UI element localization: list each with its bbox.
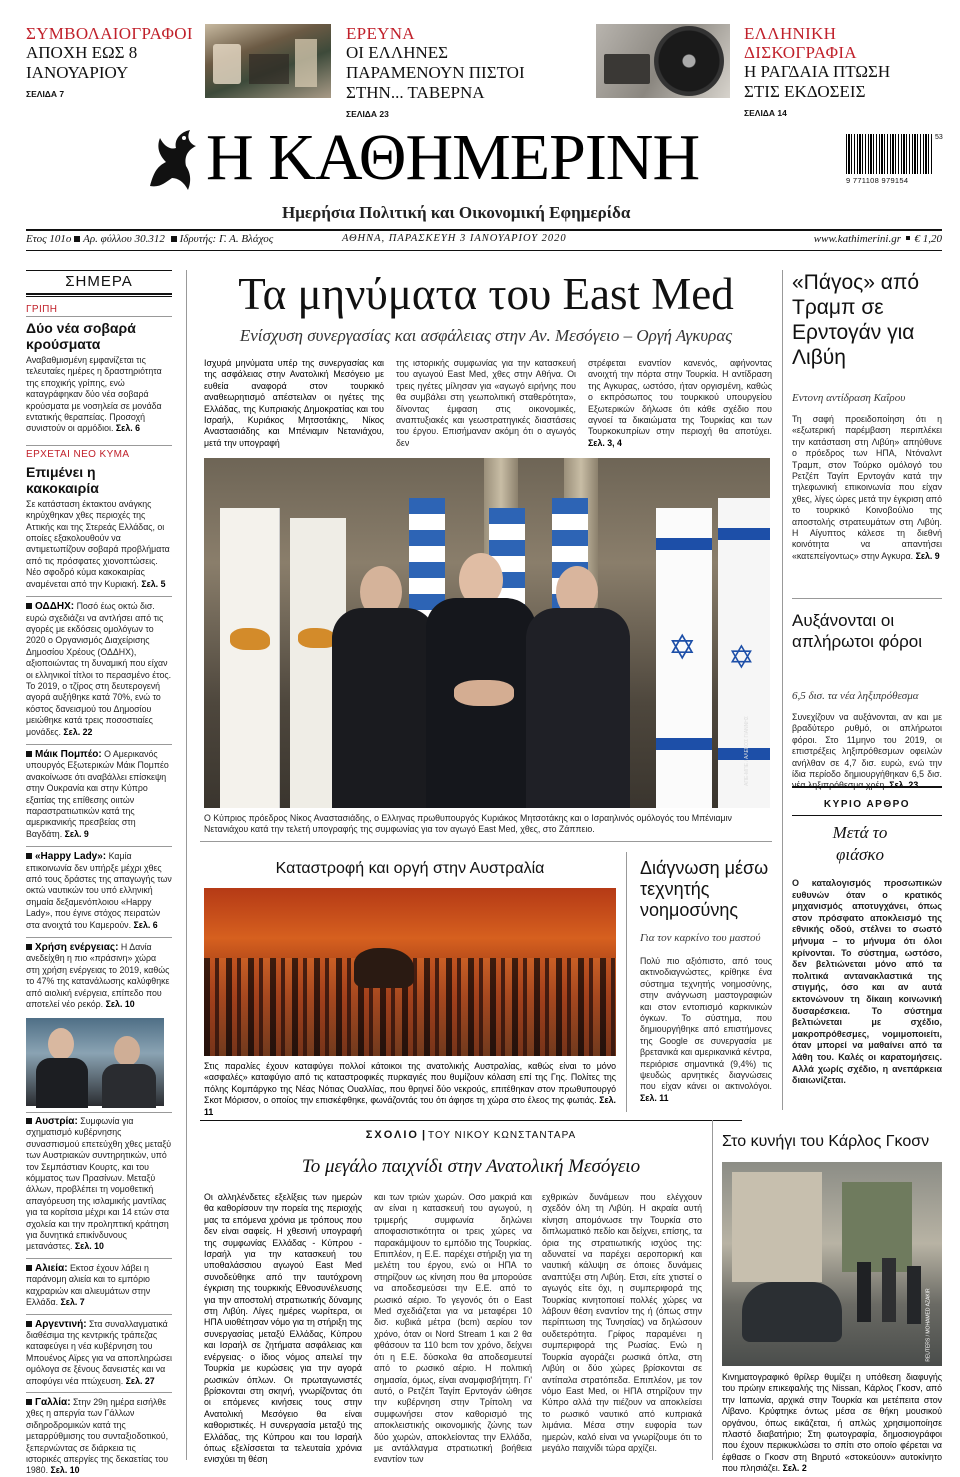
- left-column: [26, 270, 172, 1011]
- australia-divider: [626, 852, 627, 1112]
- teaser-kicker: ΣΥΜΒΟΛΑΙΟΓΡΑΦΟΙ: [26, 24, 193, 43]
- left-column-lower: [26, 1112, 172, 1477]
- teaser-taverna-photo: [205, 24, 331, 98]
- lead-deck: Ενίσχυση συνεργασίας και ασφάλειας στην Αν. Μεσόγειο – Οργή Αγκυρας: [239, 326, 733, 345]
- brief-argentina[interactable]: Αργεντινή: Στα συναλλαγματικά διαθέσιμα της κεντρικής τράπεζας καταφεύγει η νέα κυβέρνηση του Μπουένος Αϊρες για να αποπληρώσει ομόλογα σε ξένους δανειστές και να αποφύγει νέα πτώχευση. Σελ. 27: [26, 1314, 172, 1387]
- lead-photo-caption: Ο Κύπριος πρόεδρος Νίκος Αναστασιάδης, ο Ελληνας πρωθυπουργός Κυριάκος Μητσοτάκης και ο Ισραηλινός ομόλογός του Μπένιαμιν Νετανιάχου κατά την τελετή υπογραφής της συμφωνίας για τον αγωγό East Med, χθες, στο Ζάππειο.: [204, 813, 732, 835]
- teaser-vinyl-photo: [596, 24, 730, 98]
- teaser-headline: ΟΙ ΕΛΛΗΝΕΣ ΠΑΡΑΜΕΝΟΥΝ ΠΙΣΤΟΙ ΣΤΗΝ... ΤΑΒΕΡΝΑ: [346, 43, 525, 102]
- issue-year: Ετος 101ο: [26, 233, 72, 245]
- ai-headline[interactable]: Διάγνωση μέσω τεχνητής νοημοσύνης: [640, 858, 769, 920]
- issue-line: [26, 233, 942, 247]
- comment-col1: Οι αλληλένδετες εξελίξεις των ημερών θα καθορίσουν την πορεία της περιοχής μας τα επόμενα χρόνια με τρόπους που δεν είναι σαφείς. Η χθεσινή υπογραφή της συμφωνίας Ελλάδας - Κύπρου - Ισραήλ για την κατασκευή του υποθαλάσσιου αγωγού East Med συνοδεύθηκε από την ταυτόχρονη έγκριση της τουρκικής Εθνοσυνέλευσης για την αποστολή στρατιωτικής δύναμης στη Λιβύη. Λίγες ημέρες νωρίτερα, οι ΗΠΑ υιοθέτησαν νόμο για τη στήριξη της συνεργασίας μεταξύ Ελλάδας, Κύπρου και Ισραήλ σε ζητήματα ασφάλειας και ενέργειας· ο ίδιος νόμος απειλεί την Τουρκία με κυρώσεις για την αγορά ρωσικών όπλων. Οι πρωταγωνιστές βρίσκονται στη σκηνή, γνωρίζοντας ότι οι επόμενες κινήσεις τους στην Ανατολική Μεσόγειο θα είναι καθοριστικές. Η συνεργασία μεταξύ της Ελλάδας, της Κύπρου και του Ισραήλ όπως εξελίσσεται τα τελευταία χρόνια ενισχύει τη θέση: [204, 1192, 362, 1465]
- comment-headline[interactable]: Το μεγάλο παιχνίδι στην Ανατολική Μεσόγειο: [301, 1156, 641, 1177]
- austria-photo-credit: A.P PHOTO: [10, 1047, 17, 1075]
- austria-photo: [10, 1018, 164, 1106]
- barcode-code: 53: [935, 134, 943, 141]
- trump-body: Τη σαφή προειδοποίηση ότι η «εξωτερική παρέμβαση περιπλέκει την κατάσταση στη Λιβύη» απηύθυνε ο πρόεδρος των ΗΠΑ, Ντόναλντ Τραμπ, στον Τούρκο ομόλογό του Ρετζέπ Ταγίπ Ερντογάν κατά την τηλεφωνική επικοινωνία που είχαν χθες, λίγες ώρες μετά την έγκριση από το τουρκικό Κοινοβούλιο της αποστολής στρατευμάτων στη Λιβύη. Η Αίγυπτος κάλεσε τη διεθνή κοινότητα να απαντήσει «κατεπείγοντως» στην Αγκυρα. Σελ. 9: [792, 414, 942, 561]
- flu-kicker: ΓΡΙΠΗ: [26, 304, 58, 315]
- editorial-body: Ο καταλογισμός προσωπικών ευθυνών όταν ο κρατικός μηχανισμός αποτυγχάνει, όπως στον πρόσφατο αποκλεισμό της εθνικής οδού, στέλνει το σωστό μήνυμα – το μήνυμα ότι όλοι κρίνονται. Το σύστημα, ωστόσο, δεν βελτιώνεται μόνο από τα πολιτικά αντανακλαστικά της στιγμής, όσο και αν αυτά εκτονώνουν τη δίκαιη κοινωνική δυσαρέσκεια. Το σύστημα βελτιώνεται με σχέδιο, μακροπρόθεσμες, νομιμοποιείτι, όταν μπορεί να μαθαίνει από τα λάθη του. Καλές οι καρατομήσεις. Αλλά χωρίς σχέδιο, η ανεπάρκεια διαιωνίζεται.: [792, 878, 942, 1086]
- flu-body: Αναβαθμισμένη εμφανίζεται τις τελευταίες ημέρες η δραστηριότητα της εποχικής γρίπης, ενώ καταγράφηκαν δύο νέα σοβαρά κρούσματα με νοσηλεία σε μονάδα εντατικής θεραπείας. Προσοχή συνιστούν οι αρμόδιοι. Σελ. 6: [26, 355, 162, 434]
- editorial-headline[interactable]: Μετά το φιάσκο: [832, 823, 888, 864]
- website-link[interactable]: www.kathimerini.gr: [813, 233, 901, 245]
- teaser-headline: ΑΠΟΧΗ ΕΩΣ 8 ΙΑΝΟΥΑΡΙΟΥ: [26, 43, 138, 82]
- comment-byline: ΤΟΥ ΝΙΚΟΥ ΚΩΝΣΤΑΝΤΑΡΑ: [428, 1130, 577, 1141]
- brief-happy-lady[interactable]: «Happy Lady»: Καμία επικοινωνία δεν υπήρξε μέχρι χθες από τους δράστες της απαγωγής των οκτώ ναυτικών του υπό ελληνική σημαία δεξαμενόπλοιου «Happy Lady», που έγινε στόχος πειρατών στα ανοιχτά του Καμερούν. Σελ. 6: [26, 846, 172, 931]
- lead-photo-credit: ΑΠΕ-ΜΠΕ / ΑΛΕΚΟΣ ΓΙΑΝΝΗΣ: [743, 716, 750, 786]
- comment-col2: και των τριών χωρών. Οσο μακριά και αν είναι η κατασκευή του αγωγού, η τριμερής συμφωνία δηλώνει αποφασιστικότητα οι τρεις χώρες να παρακάμψουν το εμπόδιο της Τουρκίας. Επιπλέον, η Ε.Ε. παρέχει στήριξη για τη μελέτη του έργου, ενώ οι ΗΠΑ το στηρίζουν ως κίνηση που θα μπορούσε να αποδεσμεύσει την Ε.Ε. από το ρωσικό αέριο. Το γεγονός ότι ο East Med σχεδιάζεται για να μεταφέρει 10 δισ. κυβικά μέτρα (bcm) αερίου τον χρόνο, όταν οι Nord Stream 1 και 2 θα φθάσουν τα 110 bcm τον χρόνο, δείχνει ότι η Ε.Ε. δύσκολα θα αποδεσμευτεί από το ρωσικό αέριο. Η πολιτική σημασία, όμως, είναι αναμφισβήτητη. Γι' αυτό, ο Ρετζέπ Ταγίπ Ερντογάν ώθησε την κυβέρνηση στην Τρίπολη να συμφωνήσει στον καθορισμό της αποκλειστικής οικονομικής ζώνης των δύο χωρών, αποκλείοντας την Ελλάδα, με αντάλλαγμα στρατιωτική βοήθεια εναντίον των: [374, 1192, 532, 1465]
- comment-title: ΣΧΟΛΙΟ: [365, 1129, 419, 1141]
- weather-kicker: ΕΡΧΕΤΑΙ ΝΕΟ ΚΥΜΑ: [26, 445, 172, 460]
- brief-energy[interactable]: Χρήση ενέργειας: Η Δανία ανεδείχθη η πιο «πράσινη» χώρα στη χρήση ενέργειας το 2019, καθώς το 47% της κατανάλωσης καλύφθηκε από αιολική ενέργεια, επίπεδο που αποτελεί νέο ρεκόρ. Σελ. 10: [26, 937, 172, 1010]
- founder: Ιδρυτής: Γ. Α. Βλάχος: [179, 233, 274, 245]
- lead-divider: [200, 841, 772, 842]
- issue-number: Αρ. φύλλου 30.312: [83, 233, 165, 245]
- trump-deck: Εντονη αντίδραση Καΐρου: [792, 392, 906, 404]
- ghosn-street-photo: [722, 1162, 942, 1366]
- trump-headline[interactable]: «Πάγος» από Τραμπ σε Ερντογάν για Λιβύη: [792, 271, 920, 369]
- brief-austria[interactable]: Αυστρία: Συμφωνία για σχηματισμό κυβέρνησης συνασπισμού επετεύχθη χθες μεταξύ των Αυστριακών συντηρητικών, υπό τον Σεμπάστιαν Κουρτς, και του κόμματος των Πρασίνων. Μεταξύ άλλων, προβλέπει τη νομοθετική απαγόρευση της ισλαμικής μαντίλας για τα κορίτσια μέχρι και 14 ετών στα σχολεία και την προληπτική κράτηση για δυνητικά επικίνδυνους μετανάστες. Σελ. 10: [26, 1112, 172, 1253]
- ghosn-body: Κινηματογραφικό θρίλερ θυμίζει η υπόθεση διαφυγής του πρώην επικεφαλής της Nissan, Κάρλος Γκοσν, από την Ιαπωνία, αρχικά στην Τουρκία και μετέπειτα στον Λίβανο. Κρύφτηκε όντως μέσα σε θήκη μουσικού οργάνου, όπως εικάζεται, ή απλώς χρησιμοποίησε πλαστό διαβατήριο; Στη φωτογραφία, δημοσιογράφοι που έχουν περικυκλώσει το σπίτι στο οποίο φέρεται να έφθασε ο Γκοσν στη Βηρυτό «στοκεύουν» αυτοκίνητο που πλησιάζει. Σελ. 2: [722, 1372, 942, 1474]
- today-header: ΣΗΜΕΡΑ: [26, 270, 172, 294]
- brief-fishing[interactable]: Αλιεία: Εκτοσ έχουν λάβει η παράνομη αλιεία και το εμπόριο καχραριών και αλιευμάτων στην Ελλάδα. Σελ. 7: [26, 1258, 172, 1309]
- lead-body-col2: της ιστορικής συμφωνίας για την κατασκευή του αγωγού East Med, χθες στην Αθήνα. Οι τρεις ηγέτες μίλησαν για «αγωγό ειρήνης που θα συμβάλει στη γεωπολιτική σταθερότητα», δίνοντας έμφαση στις οικονομικές, αναπτυξιακές και γεωστρατηγικές διαστάσεις του έργου. Επισήμαναν ακόμη ότι ο αγωγός δεν: [396, 358, 576, 448]
- lead-body-col1: Ισχυρά μηνύματα υπέρ της συνεργασίας και της ασφάλειας στην Ανατολική Μεσόγειο με ευθεία αναφορά στον τουρκικό αναθεωρητισμό απέστειλαν οι ηγέτες της Ελλάδας, της Κυπριακής Δημοκρατίας και του Ισραήλ, Κυριάκος Μητσοτάκης, Νίκος Αναστασιάδης και Μπένιαμιν Νετανιάχου, μετά την υπογραφή: [204, 358, 384, 448]
- australia-beach-photo: [204, 888, 616, 1056]
- brief-oddhx[interactable]: ΟΔΔΗΧ: Ποσό έως οκτώ δισ. ευρώ σχεδιάζει να αντλήσει από τις αγορές με εκδόσεις ομολόγων το 2020 ο Οργανισμός Διαχείρισης Δημοσίου Χρέους (ΟΔΔΗΧ), αξιοποιώντας τη δυναμική που είχαν οι ελληνικοί τίτλοι το περασμένο έτος. Το 2019, ο τζίρος στη δευτερογενή αγορά αυξήθηκε κατά 70%, ενώ το κόστος δανεισμού του Δημοσίου μειώθηκε κατά τρεις ποσοστιαίες μονάδες. Σελ. 22: [26, 596, 172, 738]
- comment-col3: εχθρικών δυνάμεων που ελέγχουν σχεδόν όλη τη Λιβύη. Η ακραία αυτή κίνηση απομόνωσε την Τουρκία στο διπλωματικό πεδίο και δείχνει, επίσης, τα όρια της στρατιωτικής ισχύος της: αδυνατεί να παρέχει αεροπορική και ναυτική κάλυψη σε όποιες δυνάμεις αναπτύξει στη Λιβύη. Ετσι, είτε χτιστεί ο αγωγός είτε όχι, η συμπεριφορά της Τουρκίας κινητοποιεί πολλές χώρες να λάβουν θέση εναντίον της ή (όπως στην περίπτωση της Τυνησίας) να δηλώσουν ουδετερότητα. Γρίφος παραμένει η συμπεριφορά της Ρωσίας. Ενώ η Τουρκία αγοράζει ρωσικά όπλα, στη Λιβύη οι δύο χώρες βρίσκονται σε αντίπαλα στρατόπεδα. Επιπλέον, με τον νόμο East Med, οι ΗΠΑ στηρίζουν την Κύπρο αλλά την πιέζουν να αποκλείσει το ρωσικό ναυτικό από κυπριακά λιμάνια. Μέσα στην ευφορία των ημερών, καλό είναι να γνωρίζουμε ότι το μεγάλο παιχνίδι τώρα αρχίζει.: [542, 1192, 702, 1453]
- ai-deck: Για τον καρκίνο του μαστού: [640, 932, 761, 944]
- editorial-rule: [792, 786, 942, 788]
- teaser-page: ΣΕΛΙΔΑ 14: [744, 108, 787, 118]
- ghosn-photo-credit: REUTERS / MOHAMED AZAKIR: [925, 1288, 932, 1362]
- masthead-subtitle: Ημερήσια Πολιτική και Οικονομική Εφημερίδα: [282, 203, 631, 222]
- ghosn-headline[interactable]: Στο κυνήγι του Κάρλος Γκοσν: [722, 1133, 930, 1150]
- australia-headline[interactable]: Καταστροφή και οργή στην Αυστραλία: [275, 860, 545, 877]
- lead-headline[interactable]: Τα μηνύματα του East Med: [238, 269, 734, 319]
- teaser-2[interactable]: [346, 24, 566, 119]
- taxes-body: Συνεχίζουν να αυξάνονται, αν και με βραδύτερο ρυθμό, οι απλήρωτοι φόροι. Στο 11μηνο του 2019, οι επιστρέξεις ληξιπρόθεσμων οφειλών ανήλθαν σε 4,7 δισ. ευρώ, ενώ την ίδια περίοδο δημιουργήθηκαν 6,5 δισ.: [792, 712, 942, 780]
- teaser-3[interactable]: [744, 24, 944, 118]
- masthead-rule-top: [26, 229, 942, 231]
- masthead-rule-bottom: [26, 250, 942, 251]
- masthead-title: Η ΚΑΘΗΜΕΡΙΝΗ: [206, 121, 700, 194]
- barcode: [846, 134, 942, 192]
- right-column-divider: [782, 270, 783, 1110]
- comment-label: ΣΧΟΛΙΟ | ΤΟΥ ΝΙΚΟΥ ΚΩΝΣΤΑΝΤΑΡΑ: [365, 1129, 577, 1141]
- weather-body: Σε κατάσταση έκτακτου ανάγκης κηρύχθηκαν χθες περιοχές της Αττικής και της Στερεάς Ελλάδας, οι οποίες εξακολουθούν να αντιμετωπίζουν σοβαρά προβλήματα από τις πρόσφατες χιονοπτώσεις. Νέο σφοδρό κύμα κακοκαιρίας αναμένεται από την Κυριακή. Σελ. 5: [26, 498, 170, 589]
- editorial-label: ΚΥΡΙΟ ΑΡΘΡΟ: [792, 794, 942, 816]
- weather-headline[interactable]: Επιμένει η κακοκαιρία: [26, 463, 99, 496]
- ai-body: Πολύ πιο αξιόπιστο, από τους ακτινοδιαγνώστες, κρίθηκε ένα σύστημα τεχνητής νοημοσύνης, στην ανάγνωση μαστογραφιών και στον εντοπισμό καρκινικών όγκων. Το σύστημα, που δημιουργήθηκε από επιστήμονες της Google σε συνεργασία με βρετανικά και αμερικανικά κέντρα, περιόρισε σημαντικά (9,4%) τις ψευδώς αρνητικές διαγνώσεις που είχαν κάνει οι ακτινολόγοι. Σελ. 11: [640, 956, 772, 1103]
- price: € 1,20: [914, 233, 942, 245]
- teaser-page: ΣΕΛΙΔΑ 7: [26, 89, 65, 99]
- griffin-logo-icon: [140, 126, 200, 196]
- lead-photo-leaders: ✡ ✡ ΑΠΕ-ΜΠΕ / ΑΛΕΚΟΣ ΓΙΑΝΝΗΣ: [204, 458, 770, 808]
- comment-rule-top: [200, 1120, 742, 1121]
- teaser-headline: Η ΡΑΓΔΑΙΑ ΠΤΩΣΗ ΣΤΙΣ ΕΚΔΟΣΕΙΣ: [744, 62, 891, 101]
- flu-headline[interactable]: Δύο νέα σοβαρά κρούσματα: [26, 320, 136, 352]
- left-column-divider: [186, 270, 187, 1460]
- teaser-kicker: ΕΛΛΗΝΙΚΗ ΔΙΣΚΟΓΡΑΦΙΑ: [744, 24, 857, 62]
- barcode-digits: 9 771108 979154: [846, 176, 909, 185]
- teaser-1[interactable]: [26, 24, 193, 99]
- lead-body-col3: στρέφεται εναντίον κανενός, αφήνοντας ανοιχτή την πόρτα στην Τουρκία. Η αντίδραση της Αγκυρας, ωστόσο, ήταν οργισμένη, καθώς ο εκπρόσωπος του τουρκικού υπουργείου Εξωτερικών δήλωσε ότι κάθε σχέδιο που αγνοεί τα δικαιώματα της Τουρκίας και των Τουρκοκυπρίων στην περιοχή θα αποτύχει. Σελ. 3, 4: [588, 358, 772, 448]
- australia-caption: Στις παραλίες έχουν καταφύγει πολλοί κάτοικοι της ανατολικής Αυστραλίας, καθώς είναι το μόνο «ασφαλές» καταφύγιο από τις καταστροφικές πυρκαγιές που θυμίζουν κόλαση επί της Γης. Πολίτες της πόλης Κομπάργκο της Νέας Νότιας Ουαλλίας, που θρηνεί δύο νεκρούς, επιτέθηκαν στον πρωθυπουργό Σκοτ Μόρισον, ο οποίος την επισκέφθηκε, φωνάζοντάς του ότι άφησε τη χώρα στο έλεος της φωτιάς. Σελ. 11: [204, 1061, 616, 1117]
- brief-pompeo[interactable]: Μάικ Πομπέο: Ο Αμερικανός υπουργός Εξωτερικών Μάικ Πομπέο ανακοίνωσε ότι αναβάλλει επίσκεψη στην Ουκρανία και στην Κύπρο εξαιτίας της επίθεσης οιιτών παραστρατιωτικών κατά της αμερικανικής πρεσβείας στη Βαγδάτη. Σελ. 9: [26, 744, 172, 840]
- dateline: ΑΘΗΝΑ, ΠΑΡΑΣΚΕΥΗ 3 ΙΑΝΟΥΑΡΙΟΥ 2020: [342, 233, 567, 244]
- ghosn-divider: [712, 1120, 713, 1460]
- taxes-deck: 6,5 δισ. τα νέα ληξιπρόθεσμα: [792, 690, 919, 702]
- brief-france[interactable]: Γαλλία: Στην 29η ημέρα εισήλθε χθες η απεργία των Γάλλων σιδηροδρομικών κατά της μεταρρύθμισης του συνταξιοδοτικού, ξεπερνώντας σε διάρκεια τις ιστορικές απεργίες της δεκαετίας του 1980. Σελ. 10: [26, 1392, 172, 1477]
- teaser-kicker: ΕΡΕΥΝΑ: [346, 24, 415, 43]
- taxes-headline[interactable]: Αυξάνονται οι απλήρωτοι φόροι: [792, 611, 923, 651]
- teaser-page: ΣΕΛΙΔΑ 23: [346, 109, 389, 119]
- right-column-divider-2: [792, 598, 942, 599]
